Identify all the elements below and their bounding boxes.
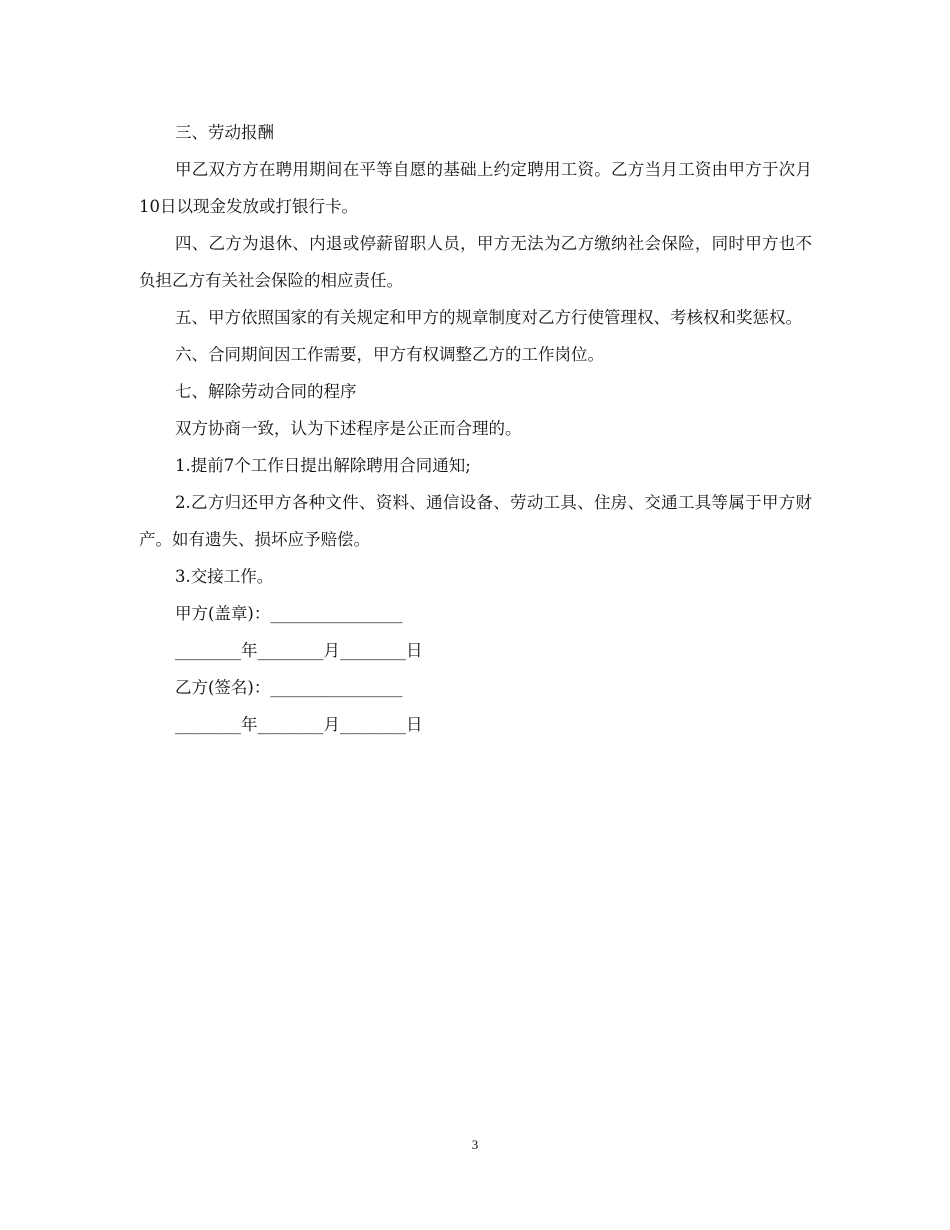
section-heading-termination: 七、解除劳动合同的程序 bbox=[175, 382, 357, 401]
paragraph-salary: 甲乙双方方在聘用期间在平等自愿的基础上约定聘用工资。乙方当月工资由甲方于次月10日以现金发放或打银行卡。 bbox=[139, 160, 812, 216]
paragraph-management-rights: 五、甲方依照国家的有关规定和甲方的规章制度对乙方行使管理权、考核权和奖惩权。 bbox=[175, 308, 802, 327]
section-heading-remuneration: 三、劳动报酬 bbox=[175, 123, 274, 142]
signature-party-b: 乙方(签名)：________________ bbox=[175, 678, 403, 697]
paragraph-social-insurance: 四、乙方为退休、内退或停薪留职人员，甲方无法为乙方缴纳社会保险，同时甲方也不负担乙方有关社会保险的相应责任。 bbox=[139, 234, 812, 290]
paragraph-agreement: 双方协商一致，认为下述程序是公正而合理的。 bbox=[175, 419, 522, 438]
page-number: 3 bbox=[471, 1137, 479, 1152]
list-item-return-property: 2.乙方归还甲方各种文件、资料、通信设备、劳动工具、住房、交通工具等属于甲方财产。如有遗失、损坏应予赔偿。 bbox=[139, 493, 812, 549]
paragraph-position-adjustment: 六、合同期间因工作需要，甲方有权调整乙方的工作岗位。 bbox=[175, 345, 604, 364]
document-body bbox=[139, 114, 812, 743]
signature-party-a-date: ________年________月________日 bbox=[175, 641, 423, 660]
list-item-handover: 3.交接工作。 bbox=[175, 567, 274, 586]
signature-party-b-date: ________年________月________日 bbox=[175, 715, 423, 734]
list-item-notice: 1.提前7个工作日提出解除聘用合同通知; bbox=[175, 456, 471, 475]
signature-party-a: 甲方(盖章)：________________ bbox=[175, 604, 403, 623]
